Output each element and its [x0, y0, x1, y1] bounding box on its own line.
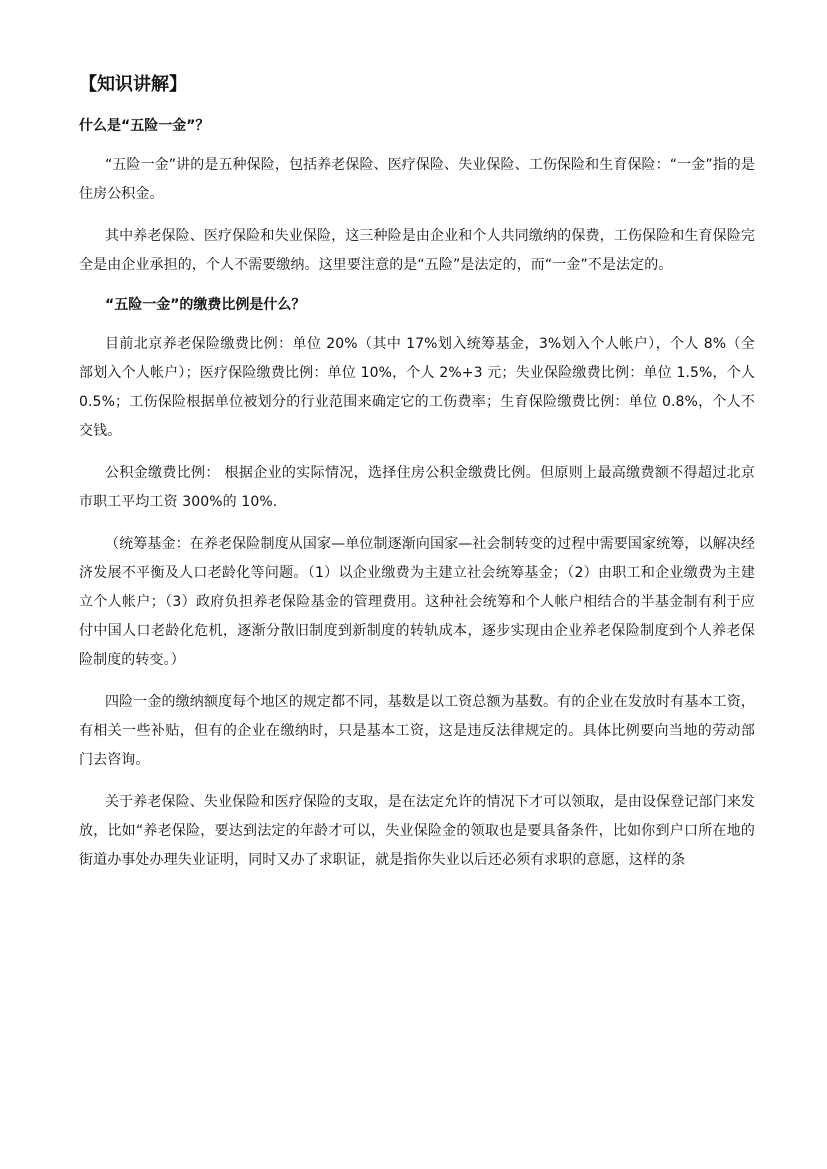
paragraph-contribution-base: 四险一金的缴纳额度每个地区的规定都不同，基数是以工资总额为基数。有的企业在发放时有基本工资，有相关一些补贴，但有的企业在缴纳时，只是基本工资，这是违反法律规定的。具体比例要向当地的劳动部门去咨询。	[79, 694, 755, 768]
document-body	[79, 70, 755, 888]
paragraph-beijing-rates: 目前北京养老保险缴费比例：单位 20%（其中 17%划入统筹基金，3%划入个人帐户），个人 8%（全部划入个人帐户）；医疗保险缴费比例：单位 10%，个人 2%+3 元；失业保险缴费比例：单位 1.5%，个人 0.5%；工伤保险根据单位被划分的行业范围来确定它的工伤费率；生育保险缴费比例：单位 0.8%，个人不交钱。	[79, 336, 755, 439]
paragraph-housing-fund: 公积金缴费比例： 根据企业的实际情况，选择住房公积金缴费比例。但原则上最高缴费额不得超过北京市职工平均工资 300%的 10%.	[79, 465, 755, 510]
page-title: 【知识讲解】	[79, 74, 187, 95]
paragraph-definition: “五险一金”讲的是五种保险，包括养老保险、医疗保险、失业保险、工伤保险和生育保险：“一金”指的是住房公积金。	[79, 157, 755, 202]
section-heading-what-is: 什么是“五险一金”？	[79, 118, 210, 134]
paragraph-pooling-fund: （统筹基金：在养老保险制度从国家—单位制逐渐向国家—社会制转变的过程中需要国家统筹，以解决经济发展不平衡及人口老龄化等问题。（1）以企业缴费为主建立社会统筹基金；（2）由职工和企业缴费为主建立个人帐户；（3）政府负担养老保险基金的管理费用。这种社会统筹和个人帐户相结合的半基金制有利于应付中国人口老龄化危机，逐渐分散旧制度到新制度的转轨成本，逐步实现由企业养老保险制度到个人养老保险制度的转变。）	[79, 536, 755, 668]
section-heading-rates: “五险一金”的缴费比例是什么？	[105, 297, 306, 313]
paragraph-payers: 其中养老保险、医疗保险和失业保险，这三种险是由企业和个人共同缴纳的保费，工伤保险和生育保险完全是由企业承担的，个人不需要缴纳。这里要注意的是“五险”是法定的，而“一金”不是法定的。	[79, 228, 755, 273]
paragraph-withdrawal: 关于养老保险、失业保险和医疗保险的支取，是在法定允许的情况下才可以领取，是由设保登记部门来发放，比如“养老保险，要达到法定的年龄才可以，失业保险金的领取也是要具备条件，比如你到户口所在地的街道办事处办理失业证明，同时又办了求职证，就是指你失业以后还必须有求职的意愿，这样的条	[79, 794, 755, 868]
